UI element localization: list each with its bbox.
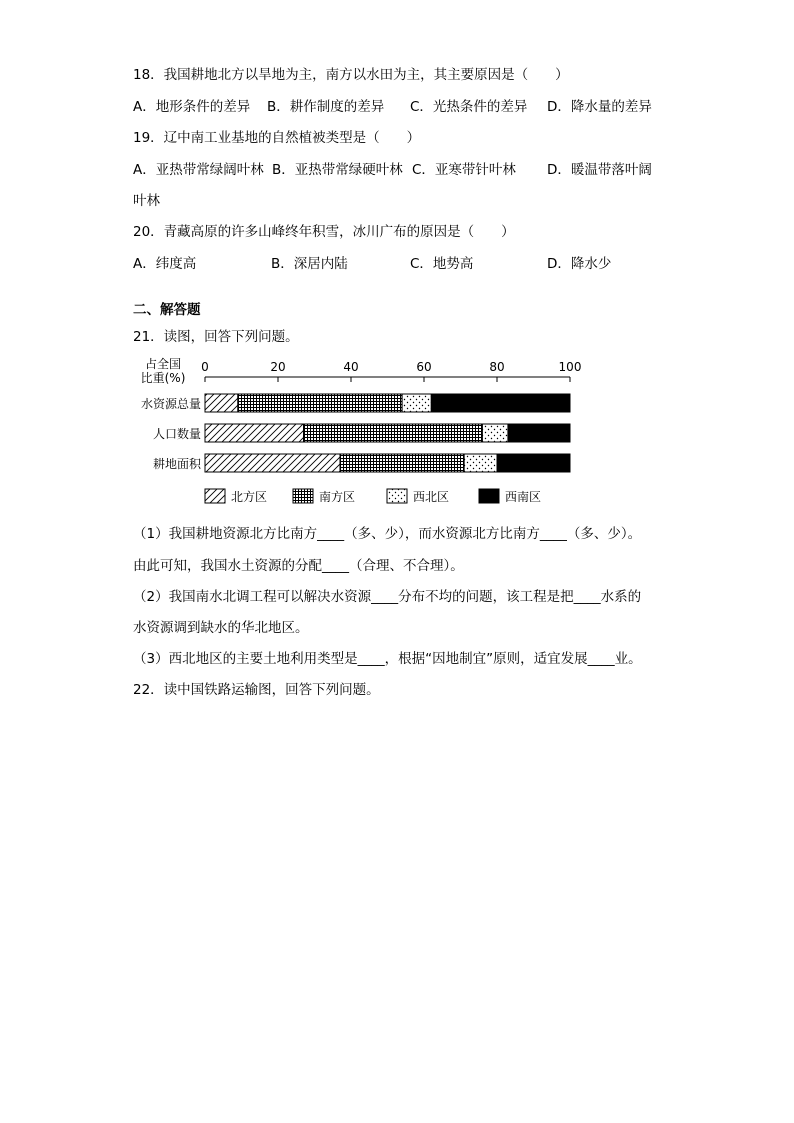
q21-sub3: （3）西北地区的主要土地利用类型是____，根据“因地制宜”原则，适宜发展____业。 [133,651,642,667]
bar-segment-hatch [205,424,304,442]
q18-option-d: D．降水量的差异 [547,99,652,115]
chart-legend [205,489,541,504]
legend-label: 西南区 [505,490,542,504]
q20-stem: 20．青藏高原的许多山峰终年积雪，冰川广布的原因是（ ） [133,224,515,240]
q21-sub1-line1: （1）我国耕地资源北方比南方____（多、少），而水资源北方比南方____（多、少）。 [133,526,642,542]
x-tick-label: 60 [416,360,432,374]
q21-sub1-line2: 由此可知，我国水土资源的分配____（合理、不合理）。 [133,558,464,574]
q18-stem: 18．我国耕地北方以旱地为主，南方以水田为主，其主要原因是（ ） [133,67,569,83]
x-tick-label: 0 [201,360,209,374]
x-tick-label: 80 [489,360,505,374]
q20-option-a: A．纬度高 [133,256,197,272]
axis-label-line1: 占全国 [144,357,182,371]
q22-stem: 22．读中国铁路运输图，回答下列问题。 [133,682,380,698]
x-axis-ticks [201,360,581,382]
bar-segment-hatch [205,394,238,412]
bar-segment-dots [482,424,508,442]
category-labels [141,396,202,471]
bar-segment-solid [431,394,570,412]
q18-option-b: B．耕作制度的差异 [267,99,385,115]
q20-option-b: B．深居内陆 [271,256,348,272]
bar-segment-grid [238,394,402,412]
legend-swatch-solid [479,489,499,503]
q18-option-a: A．地形条件的差异 [133,99,251,115]
legend-label: 南方区 [319,490,356,504]
category-label: 人口数量 [152,427,201,441]
q19-option-a: A．亚热带常绿阔叶林 [133,162,264,178]
x-tick-label: 20 [270,360,286,374]
q19-option-b: B．亚热带常绿硬叶林 [272,162,403,178]
legend-label: 西北区 [413,490,450,504]
chart-bars [205,394,570,472]
q18-option-c: C．光热条件的差异 [410,99,528,115]
bar-segment-solid [497,454,570,472]
section-heading: 二、解答题 [133,302,201,318]
q21-sub2-line1: （2）我国南水北调工程可以解决水资源____分布不均的问题，该工程是把____水系的 [133,589,642,605]
bar-segment-dots [464,454,497,472]
q19-continuation: 叶林 [133,193,160,209]
category-label: 耕地面积 [152,457,201,471]
category-label: 水资源总量 [140,397,201,411]
q19-option-d: D．暖温带落叶阔 [547,162,652,178]
q20-option-c: C．地势高 [410,256,474,272]
bar-segment-grid [304,424,483,442]
q19-option-c: C．亚寒带针叶林 [412,162,516,178]
x-tick-label: 40 [343,360,359,374]
axis-label-line2: 比重(%) [140,371,186,385]
legend-label: 北方区 [231,490,268,504]
q21-sub2-line2: 水资源调到缺水的华北地区。 [133,620,309,636]
legend-swatch-hatch [205,489,225,503]
q21-stem: 21．读图，回答下列问题。 [133,329,299,345]
legend-swatch-dots [387,489,407,503]
bar-segment-dots [402,394,431,412]
q19-stem: 19．辽中南工业基地的自然植被类型是（ ） [133,130,421,146]
bar-segment-solid [508,424,570,442]
q20-option-d: D．降水少 [547,256,612,272]
stacked-bar-chart [133,356,593,514]
legend-swatch-grid [293,489,313,503]
bar-segment-grid [340,454,464,472]
bar-segment-hatch [205,454,340,472]
x-tick-label: 100 [558,360,582,374]
